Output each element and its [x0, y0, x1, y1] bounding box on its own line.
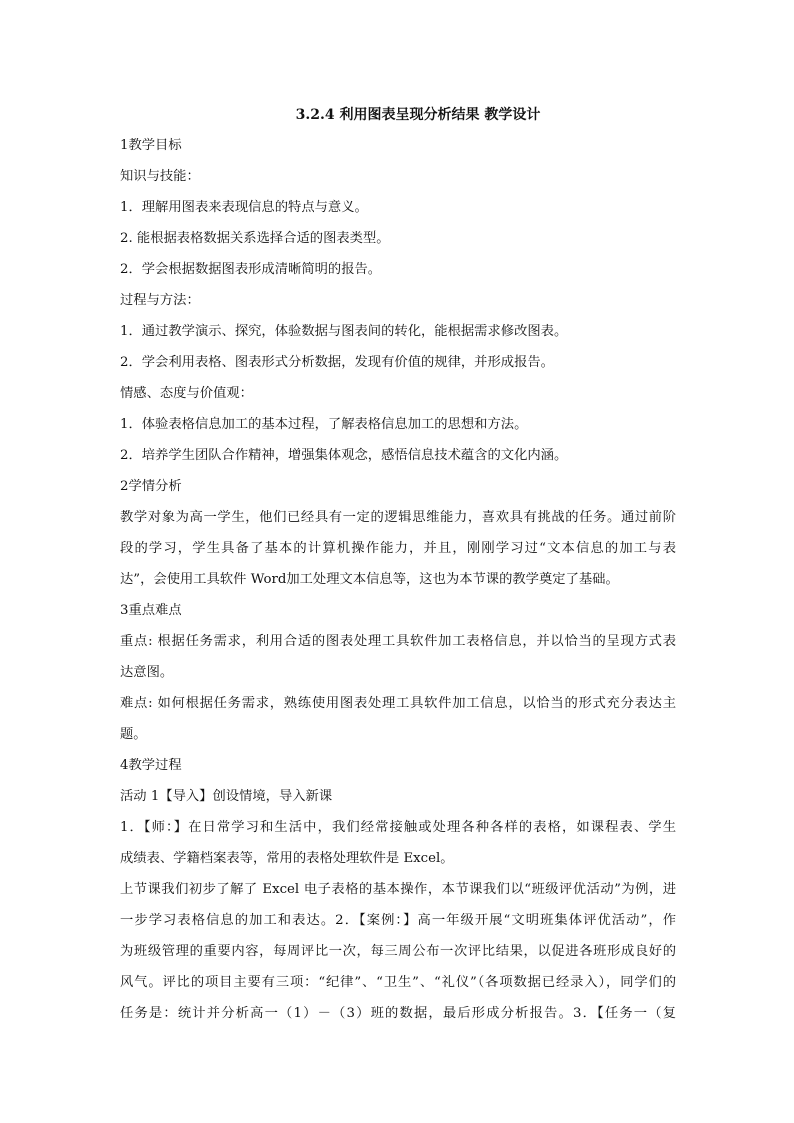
subheading-emotion-values: 情感、态度与价值观：: [120, 386, 253, 401]
heading-key-difficult: 3重点难点: [120, 603, 182, 618]
paragraph-line: 成绩表、学籍档案表等，常用的表格处理软件是 Excel。: [120, 851, 454, 866]
subheading-process-methods: 过程与方法：: [120, 293, 200, 308]
paragraph-line: 任务是：统计并分析高一（1）－（3）班的数据，最后形成分析报告。3．【任务一（复: [120, 1006, 676, 1021]
heading-teaching-process: 4教学过程: [120, 758, 182, 773]
subheading-knowledge-skills: 知识与技能：: [120, 169, 200, 184]
document-page: [120, 100, 676, 1029]
goal-item: 2．学会根据数据图表形成清晰简明的报告。: [120, 262, 382, 277]
goal-item: 1．通过教学演示、探究，体验数据与图表间的转化，能根据需求修改图表。: [120, 324, 568, 339]
paragraph-line: 题。: [120, 727, 147, 742]
heading-teaching-goals: 1教学目标: [120, 138, 182, 153]
paragraph-line: 难点: 如何根据任务需求，熟练使用图表处理工具软件加工信息，以恰当的形式充分表达主: [120, 696, 676, 711]
paragraph-line: 风气。评比的项目主要有三项：“纪律”、“卫生”、“礼仪”（各项数据已经录入），同学们的: [120, 975, 676, 990]
paragraph-difficult-point: [120, 688, 676, 750]
goal-item: 1．理解用图表来表现信息的特点与意义。: [120, 200, 368, 215]
heading-student-analysis: 2学情分析: [120, 479, 182, 494]
paragraph-line: 一步学习表格信息的加工和表达。2．【案例：】高一年级开展“文明班集体评优活动”，作: [120, 913, 676, 928]
paragraph-student-analysis: [120, 502, 676, 595]
paragraph-line: 段的学习，学生具备了基本的计算机操作能力，并且，刚刚学习过“文本信息的加工与表: [120, 541, 676, 556]
paragraph-line: 达意图。: [120, 665, 174, 680]
paragraph-case: [120, 874, 676, 1029]
goal-item: 2．培养学生团队合作精神，增强集体观念，感悟信息技术蕴含的文化内涵。: [120, 448, 568, 463]
paragraph-line: 重点: 根据任务需求，利用合适的图表处理工具软件加工表格信息，并以恰当的呈现方式表: [120, 634, 676, 649]
goal-item: 1．体验表格信息加工的基本过程，了解表格信息加工的思想和方法。: [120, 417, 528, 432]
paragraph-line: 教学对象为高一学生，他们已经具有一定的逻辑思维能力，喜欢具有挑战的任务。通过前阶: [120, 510, 676, 525]
paragraph-line: 上节课我们初步了解了 Excel 电子表格的基本操作，本节课我们以“班级评优活动”为例，进: [120, 882, 676, 897]
goal-item: 2．学会利用表格、图表形式分析数据，发现有价值的规律，并形成报告。: [120, 355, 554, 370]
paragraph-teacher: [120, 812, 676, 874]
goal-item: 2. 能根据表格数据关系选择合适的图表类型。: [120, 231, 390, 246]
activity-heading: 活动 1【导入】创设情境，导入新课: [120, 789, 333, 804]
document-title: 3.2.4 利用图表呈现分析结果 教学设计: [295, 107, 541, 123]
paragraph-line: 达”，会使用工具软件 Word加工处理文本信息等，这也为本节课的教学奠定了基础。: [120, 572, 619, 587]
paragraph-key-point: [120, 626, 676, 688]
paragraph-line: 1．【师：】在日常学习和生活中，我们经常接触或处理各种各样的表格，如课程表、学生: [120, 820, 676, 835]
paragraph-line: 为班级管理的重要内容，每周评比一次，每三周公布一次评比结果，以促进各班形成良好的: [120, 944, 676, 959]
